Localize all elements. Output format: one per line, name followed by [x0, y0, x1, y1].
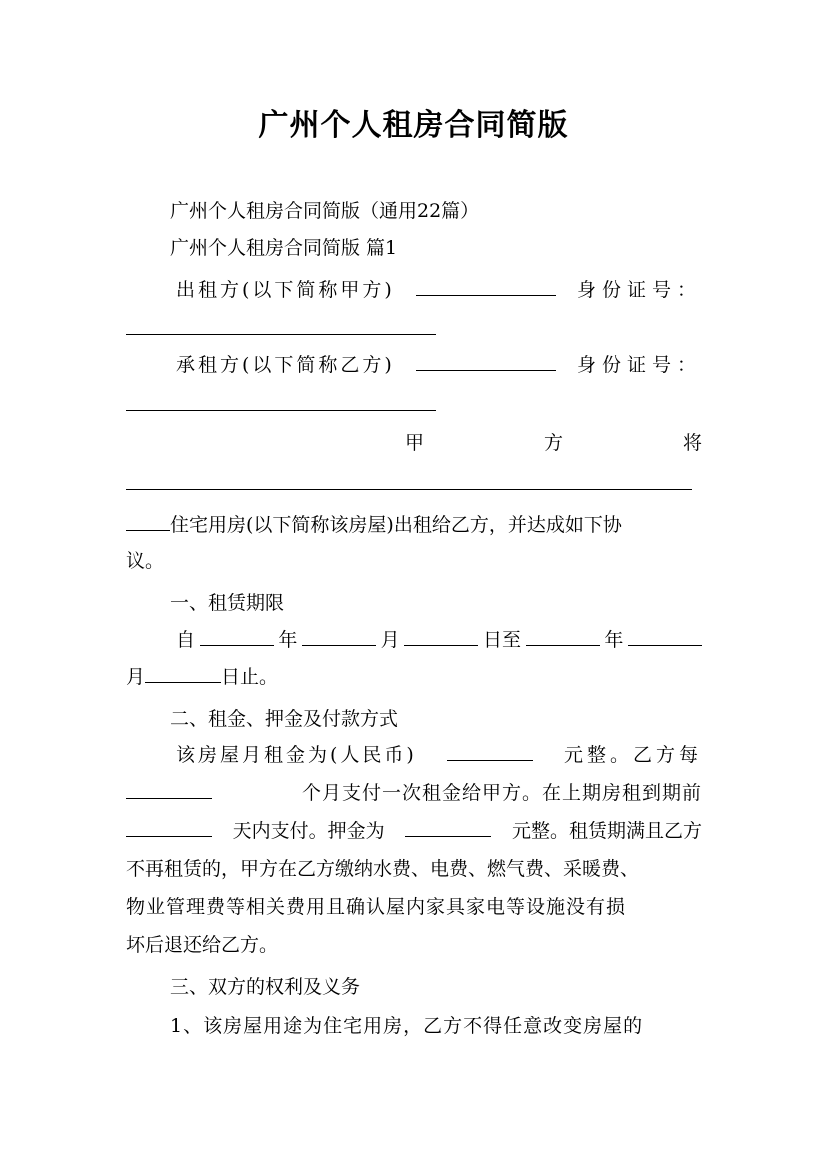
section-1-heading: 一、租赁期限	[170, 592, 285, 614]
party-a-line	[176, 275, 702, 305]
lease-intro-line	[405, 428, 702, 458]
rent-text-1b: 元整。乙方每	[563, 744, 702, 766]
payment-months-blank	[126, 778, 212, 799]
party-a-label: 出租方(以下简称甲方)	[176, 279, 395, 301]
rent-text-1: 该房屋月租金为(人民币)	[176, 744, 417, 766]
rent-line-6: 坏后退还给乙方。	[126, 934, 279, 956]
start-month-blank	[302, 625, 376, 646]
rent-line-2	[126, 778, 702, 808]
document-subtitle: 广州个人租房合同简版（通用22篇）	[170, 200, 480, 222]
from-label: 自	[176, 629, 196, 651]
lease-intro-word-1: 甲	[405, 432, 425, 454]
chapter-heading: 广州个人租房合同简版 篇1	[170, 237, 398, 259]
start-day-blank	[404, 625, 478, 646]
document-title: 广州个人租房合同简版	[258, 108, 569, 143]
rent-line-3	[126, 816, 702, 846]
start-year-label: 年	[278, 629, 298, 651]
lease-text-line	[126, 510, 702, 540]
rent-text-2: 个月支付一次租金给甲方。在上期房租到期前	[301, 782, 702, 804]
end-month-label: 月	[126, 666, 146, 688]
payment-days-blank	[126, 816, 212, 837]
lease-period-line	[176, 625, 702, 655]
end-day-label: 日止。	[221, 666, 279, 688]
end-month-blank-1	[628, 625, 702, 646]
party-b-label: 承租方(以下简称乙方)	[176, 354, 395, 376]
property-address-blank	[126, 489, 692, 490]
party-a-id-blank	[126, 334, 436, 335]
end-year-blank	[526, 625, 600, 646]
rent-text-3b: 元整。租赁期满且乙方	[511, 820, 702, 842]
lease-intro-word-3: 将	[682, 432, 702, 454]
section-3-heading: 三、双方的权利及义务	[170, 976, 361, 998]
lease-period-end-line	[126, 662, 702, 692]
end-year-label: 年	[604, 629, 624, 651]
party-a-id-label: 身份证号：	[576, 279, 702, 301]
rent-line-4: 不再租赁的，甲方在乙方缴纳水费、电费、燃气费、采暖费、	[126, 858, 640, 880]
start-month-label: 月	[380, 629, 400, 651]
end-day-blank	[145, 662, 221, 683]
party-b-line	[176, 350, 702, 380]
lease-intro-word-2: 方	[543, 432, 563, 454]
start-day-label: 日至	[482, 629, 521, 651]
clause-1: 1、该房屋用途为住宅用房，乙方不得任意改变房屋的	[170, 1015, 644, 1037]
property-blank	[126, 510, 170, 531]
rent-line-5: 物业管理费等相关费用且确认屋内家具家电等设施没有损	[126, 896, 627, 918]
lease-text-end: 议。	[126, 550, 165, 572]
rent-text-3a: 天内支付。押金为	[232, 820, 385, 842]
deposit-blank	[405, 816, 491, 837]
start-year-blank	[200, 625, 274, 646]
rent-line-1	[176, 740, 702, 770]
party-a-name-blank	[416, 275, 556, 296]
section-2-heading: 二、租金、押金及付款方式	[170, 708, 399, 730]
party-b-name-blank	[416, 350, 556, 371]
lease-text: 住宅用房(以下简称该房屋)出租给乙方，并达成如下协	[170, 514, 622, 536]
party-b-id-label: 身份证号：	[576, 354, 702, 376]
monthly-rent-blank	[447, 740, 533, 761]
party-b-id-blank	[126, 410, 436, 411]
